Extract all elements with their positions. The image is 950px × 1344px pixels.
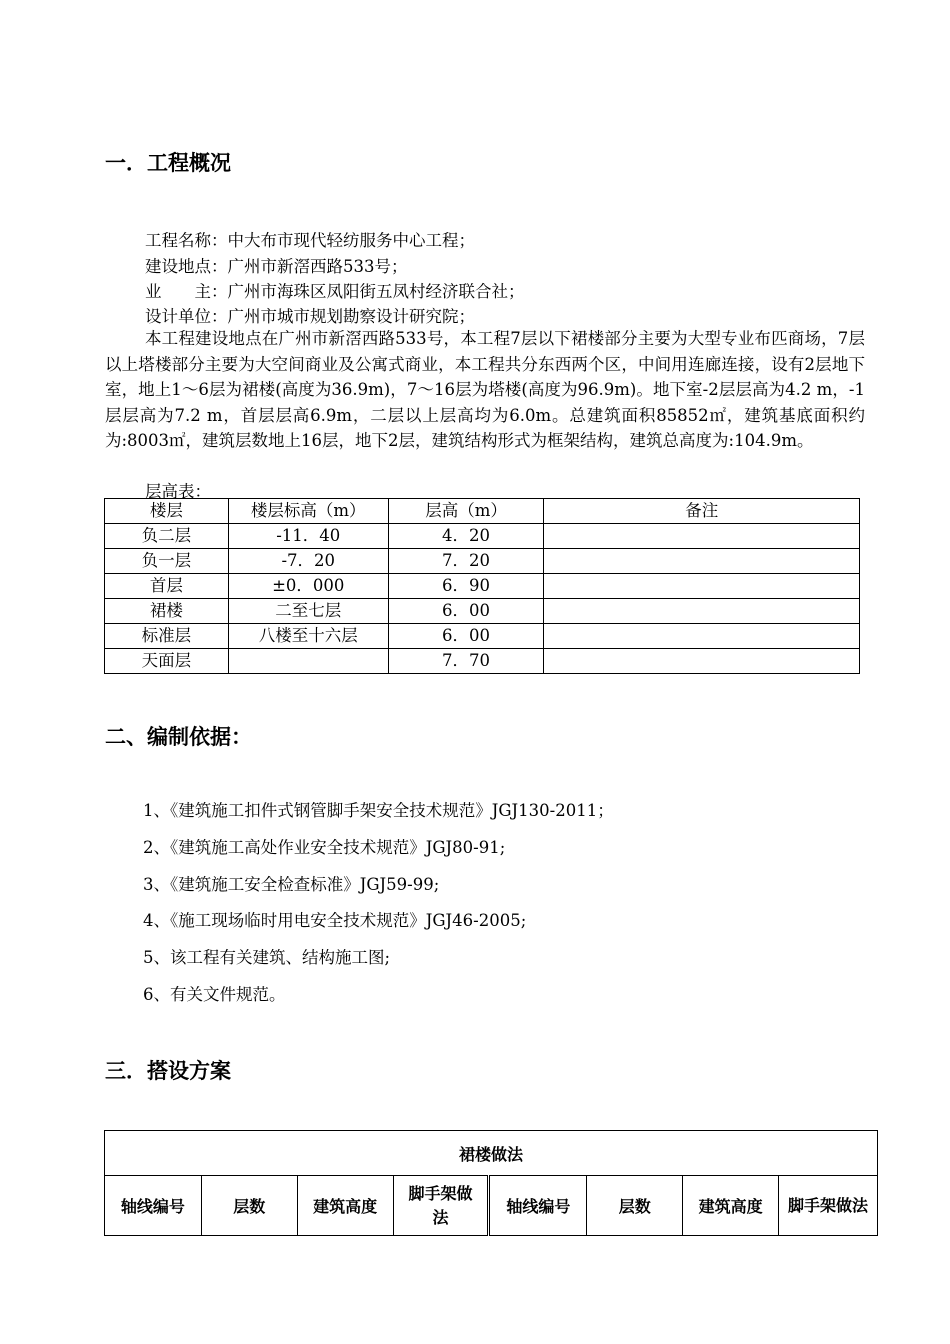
table-row — [105, 599, 860, 624]
project-site: 建设地点：广州市新滘西路533号； — [145, 257, 408, 276]
table-cell — [544, 524, 860, 549]
table-cell — [228, 649, 388, 674]
table-row — [105, 524, 860, 549]
basis-item: 2、《建筑施工高处作业安全技术规范》JGJ80-91; — [143, 838, 506, 857]
section-title-overview: 一．工程概况 — [105, 151, 231, 175]
table-cell: 6．00 — [388, 624, 544, 649]
table-row — [105, 649, 860, 674]
table-cell — [544, 574, 860, 599]
basis-item: 3、《建筑施工安全检查标准》JGJ59-99; — [143, 875, 440, 894]
header-cell: 轴线编号 — [105, 1176, 202, 1236]
table-cell: -11．40 — [228, 524, 388, 549]
table-cell — [544, 624, 860, 649]
owner-label: 业 主： — [145, 282, 228, 301]
table-row — [105, 624, 860, 649]
project-owner — [145, 278, 525, 302]
table-cell: 6．90 — [388, 574, 544, 599]
table-cell: ±0．000 — [228, 574, 388, 599]
section-title-basis: 二、编制依据： — [105, 725, 252, 749]
basis-item: 4、《施工现场临时用电安全技术规范》JGJ46-2005; — [143, 911, 527, 930]
header-cell: 建筑高度 — [297, 1176, 393, 1236]
scaffold-title-row — [105, 1131, 878, 1176]
table-cell: 7．70 — [388, 649, 544, 674]
header-cell: 建筑高度 — [683, 1176, 779, 1236]
header-cell: 脚手架做法 — [393, 1176, 489, 1236]
header-cell: 备注 — [544, 499, 860, 524]
owner-value: 广州市海珠区凤阳街五凤村经济联合社； — [227, 282, 525, 301]
header-cell: 层高（m） — [388, 499, 544, 524]
floor-table-caption: 层高表： — [145, 482, 211, 501]
table-cell: 天面层 — [105, 649, 229, 674]
table-cell: 二至七层 — [228, 599, 388, 624]
header-cell: 楼层标高（m） — [228, 499, 388, 524]
basis-item: 6、有关文件规范。 — [143, 985, 286, 1004]
scaffold-title: 裙楼做法 — [105, 1131, 878, 1176]
table-row — [105, 549, 860, 574]
scaffold-table — [104, 1130, 878, 1236]
table-cell — [544, 599, 860, 624]
table-cell: 7．20 — [388, 549, 544, 574]
table-header-row — [105, 499, 860, 524]
header-cell: 楼层 — [105, 499, 229, 524]
table-cell — [544, 649, 860, 674]
header-cell: 层数 — [587, 1176, 683, 1236]
header-cell: 轴线编号 — [489, 1176, 587, 1236]
table-cell: 首层 — [105, 574, 229, 599]
basis-item: 1、《建筑施工扣件式钢管脚手架安全技术规范》JGJ130-2011； — [143, 801, 614, 820]
table-row — [105, 574, 860, 599]
table-cell: 负二层 — [105, 524, 229, 549]
table-cell: 标准层 — [105, 624, 229, 649]
project-name: 工程名称：中大布市现代轻纺服务中心工程； — [145, 231, 475, 250]
project-description: 本工程建设地点在广州市新滘西路533号，本工程7层以下裙楼部分主要为大型专业布匹商场，7层以上塔楼部分主要为大空间商业及公寓式商业，本工程共分东西两个区，中间用连廊连接，设有2层地下室，地上1～6层为裙楼(高度为36.9m)，7～16层为塔楼(高度为96.9m)。地下室-2层层高为4.2 m，-1层层高为7.2 m，首层层高6.9m，二层以上层高均为6.0m。总建筑面积85852㎡，建筑基底面积约为:8003㎡，建筑层数地上16层，地下2层，建筑结构形式为框架结构，建筑总高度为:104.9m。 — [105, 329, 865, 450]
basis-item: 5、该工程有关建筑、结构施工图; — [143, 948, 391, 967]
table-cell: 负一层 — [105, 549, 229, 574]
scaffold-header-row — [105, 1176, 878, 1236]
section-title-scheme: 三．搭设方案 — [105, 1059, 231, 1083]
table-cell — [544, 549, 860, 574]
table-cell: 八楼至十六层 — [228, 624, 388, 649]
header-cell: 脚手架做法 — [779, 1176, 878, 1236]
table-cell: 裙楼 — [105, 599, 229, 624]
floor-height-table — [104, 498, 860, 674]
header-cell: 层数 — [201, 1176, 297, 1236]
table-cell: 4．20 — [388, 524, 544, 549]
table-cell: 6．00 — [388, 599, 544, 624]
table-cell: -7．20 — [228, 549, 388, 574]
project-designer: 设计单位：广州市城市规划勘察设计研究院； — [145, 307, 475, 326]
